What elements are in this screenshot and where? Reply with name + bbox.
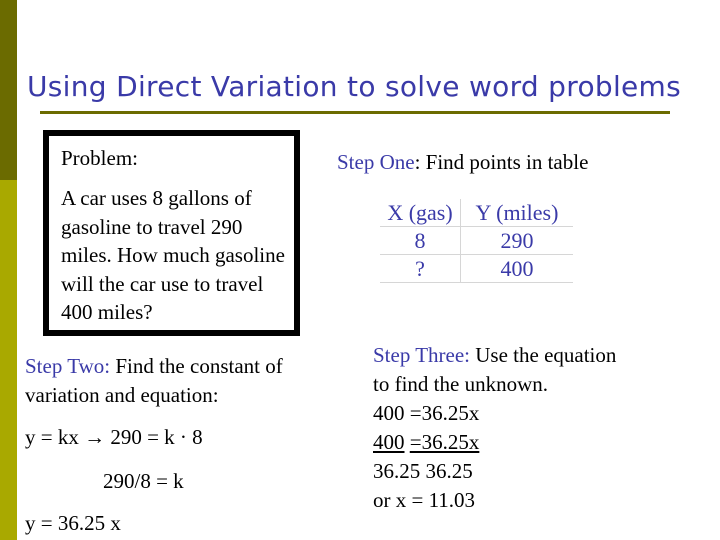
table-row (380, 255, 573, 283)
equation-line-1: y = kx → 290 = k · 8 (25, 425, 203, 449)
table-cell: ? (380, 255, 461, 283)
step-three-heading: Step Three: (373, 343, 471, 367)
step-three-line-2: to find the unknown. (373, 372, 548, 396)
step-two-heading: Step Two: (25, 354, 111, 378)
points-table (380, 199, 573, 283)
step-one (337, 150, 588, 175)
table-header-x: X (gas) (380, 199, 461, 227)
equation-line-2: 290/8 = k (103, 469, 184, 493)
step-two-text: Find the constant of variation and equation: (25, 354, 283, 407)
table-cell: 400 (461, 255, 574, 283)
problem-box (43, 130, 300, 336)
step-one-text: : Find points in table (414, 150, 589, 174)
title-underline-rule (40, 111, 670, 114)
step-three-text: Use the equation (470, 343, 617, 367)
step-three-line-5: 36.25 36.25 (373, 459, 473, 483)
equation-line-3: y = 36.25 x (25, 511, 121, 535)
slide-title: Using Direct Variation to solve word problems (27, 70, 682, 103)
step-three-line-4 (373, 428, 713, 457)
table-row (380, 227, 573, 255)
step-one-heading: Step One (337, 150, 415, 174)
table-cell: 290 (461, 227, 574, 255)
table-header-row (380, 199, 573, 227)
step-three-line-1 (373, 341, 713, 370)
step-three-line-3: 400 =36.25x (373, 401, 480, 425)
step-two (25, 352, 355, 410)
step-three (373, 341, 713, 515)
step-three-line-4a: 400 (373, 430, 405, 454)
sidebar-accent-dark (0, 0, 17, 180)
step-three-line-6: or x = 11.03 (373, 488, 476, 512)
problem-text: A car uses 8 gallons of gasoline to travel 290 miles. How much gasoline will the car use to travel 400 miles? (61, 186, 285, 324)
table-cell: 8 (380, 227, 461, 255)
sidebar-accent-light (0, 180, 17, 540)
table-header-y: Y (miles) (461, 199, 574, 227)
problem-label: Problem: (61, 146, 138, 170)
step-three-line-4b: =36.25x (409, 430, 480, 454)
